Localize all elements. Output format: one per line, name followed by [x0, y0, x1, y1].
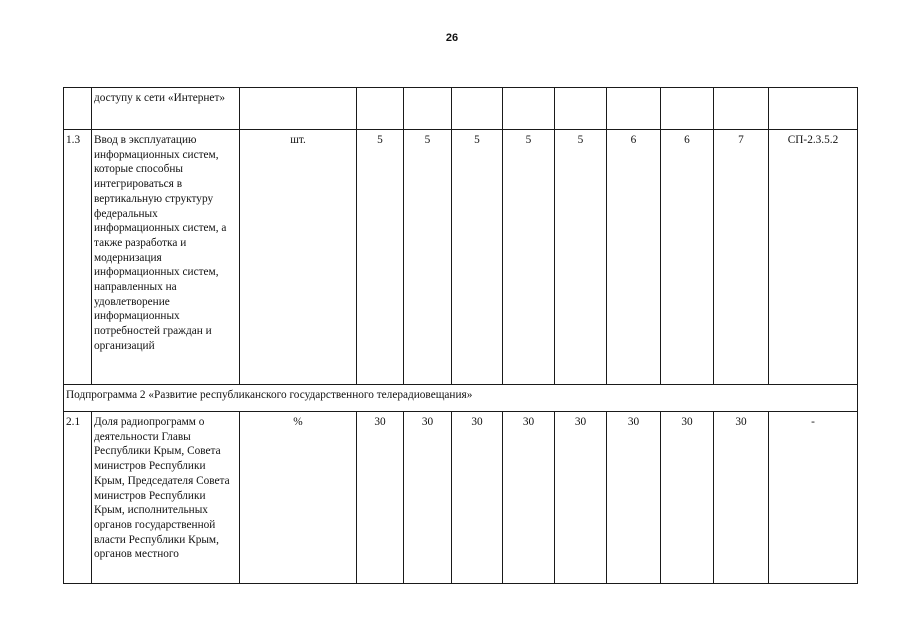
value-cell — [357, 88, 404, 130]
indicator-name: Доля радиопрограмм о деятельности Главы Республики Крым, Совета министров Республики Крым, Председателя Совета министров Республики Крым, исполнительных органов государственной власти Республики Крым, органов местного — [92, 412, 240, 584]
value-cell: 30 — [503, 412, 555, 584]
value-cell — [452, 88, 503, 130]
value-cell: 5 — [404, 130, 452, 385]
value-cell — [714, 88, 769, 130]
value-cell: 30 — [661, 412, 714, 584]
value-cell: 30 — [714, 412, 769, 584]
unit-cell — [240, 88, 357, 130]
table-row — [64, 88, 858, 130]
value-cell — [503, 88, 555, 130]
row-number: 2.1 — [64, 412, 92, 584]
subprogram-heading: Подпрограмма 2 «Развитие республиканского государственного телерадиовещания» — [64, 385, 858, 412]
reference-cell: СП-2.3.5.2 — [769, 130, 858, 385]
row-number — [64, 88, 92, 130]
table-row — [64, 412, 858, 584]
value-cell — [404, 88, 452, 130]
value-cell: 6 — [661, 130, 714, 385]
indicator-name: Ввод в эксплуатацию информационных систем, которые способны интегрироваться в вертикальную структуру федеральных информационных систем, а также разработка и модернизация информационных систем, направленных на удовлетворение информационных потребностей граждан и организаций — [92, 130, 240, 385]
page-number: 26 — [445, 32, 459, 44]
value-cell: 30 — [357, 412, 404, 584]
value-cell — [555, 88, 607, 130]
row-number: 1.3 — [64, 130, 92, 385]
value-cell: 30 — [404, 412, 452, 584]
value-cell: 5 — [555, 130, 607, 385]
subprogram-row — [64, 385, 858, 412]
value-cell: 7 — [714, 130, 769, 385]
value-cell: 5 — [452, 130, 503, 385]
reference-cell: - — [769, 412, 858, 584]
value-cell: 5 — [357, 130, 404, 385]
unit-cell: шт. — [240, 130, 357, 385]
reference-cell — [769, 88, 858, 130]
indicator-name: доступу к сети «Интернет» — [92, 88, 240, 130]
value-cell — [607, 88, 661, 130]
value-cell: 30 — [452, 412, 503, 584]
indicators-table — [63, 87, 858, 584]
table-row — [64, 130, 858, 385]
value-cell: 30 — [555, 412, 607, 584]
value-cell: 30 — [607, 412, 661, 584]
unit-cell: % — [240, 412, 357, 584]
value-cell — [661, 88, 714, 130]
value-cell: 6 — [607, 130, 661, 385]
value-cell: 5 — [503, 130, 555, 385]
